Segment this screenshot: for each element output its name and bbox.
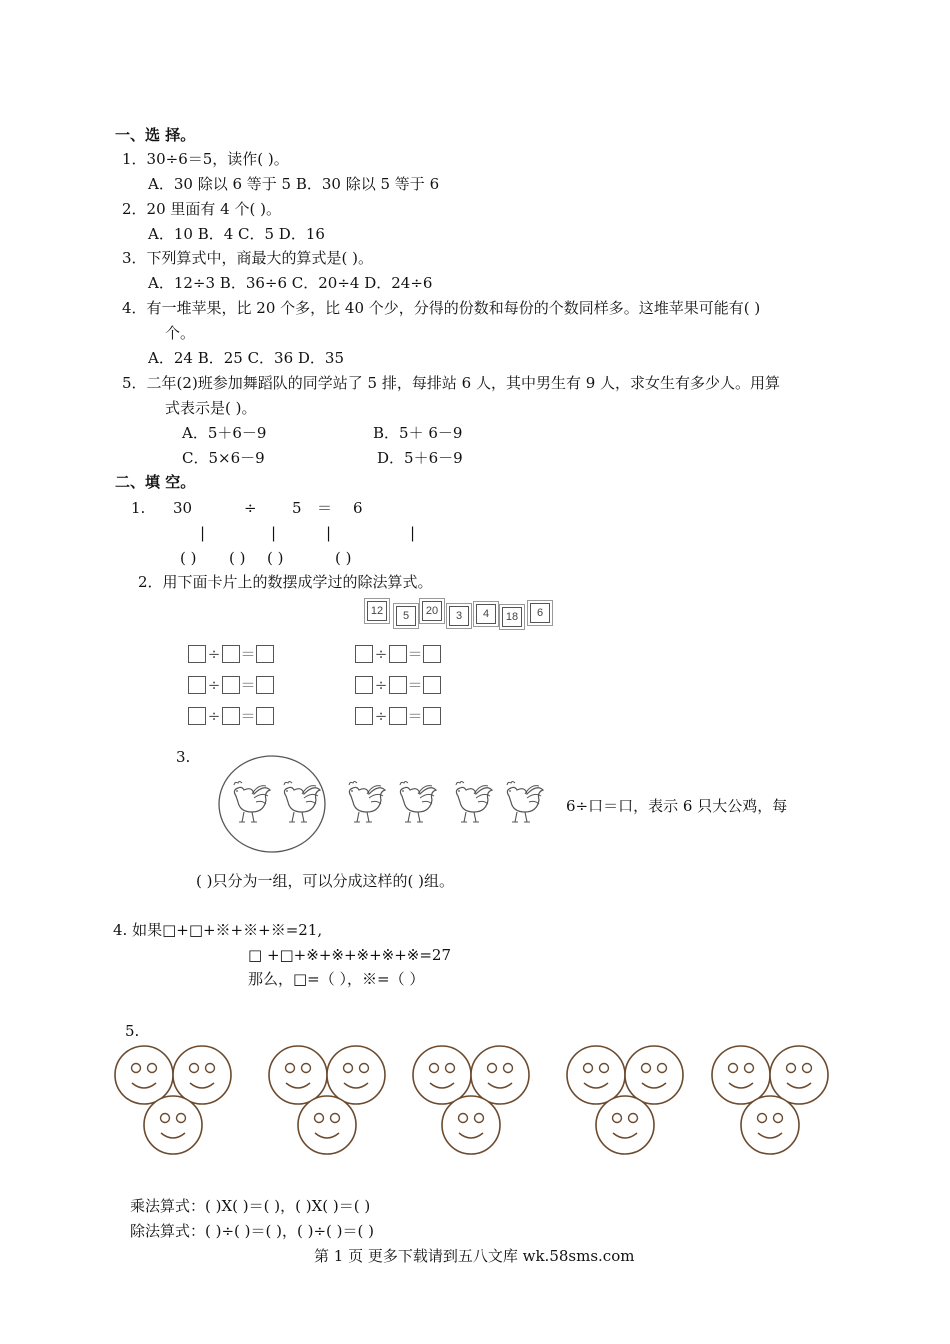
fill-q4-line2: □ +□+※+※+※+※+※=27 xyxy=(248,946,452,964)
fill-q2-stem: 2．用下面卡片上的数摆成学过的除法算式。 xyxy=(138,573,433,591)
division-template: ÷ ＝ xyxy=(355,643,441,663)
q5-option-c: C．5×6－9 xyxy=(182,449,265,467)
division-template: ÷ ＝ xyxy=(188,705,274,725)
fill-q3-text-cont: ( )只分为一组，可以分成这样的( )组。 xyxy=(196,872,454,890)
q5-option-b: B．5＋ 6－9 xyxy=(373,424,463,442)
q4-stem: 4．有一堆苹果，比 20 个多，比 40 个少，分得的份数和每份的个数同样多。这堆苹果可能有( ) xyxy=(122,299,761,317)
section1-title: 一、选 择。 xyxy=(115,126,196,144)
number-card: 3 xyxy=(449,606,469,626)
fill-q1-dividend: 30 xyxy=(173,499,193,517)
smiley-face-group xyxy=(413,1046,529,1154)
fill-q5-multiplication: 乘法算式：( )X( )＝( )，( )X( )＝( ) xyxy=(130,1197,371,1215)
number-card: 5 xyxy=(396,606,416,626)
fill-q1-blank-4: ( ) xyxy=(335,549,352,567)
q5-stem: 5．二年(2)班参加舞蹈队的同学站了 5 排，每排站 6 人，其中男生有 9 人，求女生有多少人。用算 xyxy=(122,374,781,392)
smiley-face-group xyxy=(567,1046,683,1154)
q3-options: A．12÷3 B．36÷6 C．20÷4 D．24÷6 xyxy=(148,274,433,292)
fill-q4-line3: 那么，□=（ ），※=（ ） xyxy=(248,970,425,988)
number-card: 6 xyxy=(530,603,550,623)
q1-stem: 1．30÷6＝5，读作( )。 xyxy=(122,150,289,168)
q2-stem: 2．20 里面有 4 个( )。 xyxy=(122,200,281,218)
q4-stem-cont: 个。 xyxy=(165,324,196,342)
fill-q4-line1: 4. 如果□+□+※+※+※=21, xyxy=(113,921,323,939)
q2-options: A．10 B．4 C．5 D．16 xyxy=(148,225,325,243)
fill-q1-divide-sign: ÷ xyxy=(244,499,257,517)
fill-q3-text: 6÷口＝口，表示 6 只大公鸡，每 xyxy=(566,797,788,815)
number-card: 12 xyxy=(367,601,387,621)
division-template: ÷ ＝ xyxy=(355,674,441,694)
fill-q1-quotient: 6 xyxy=(353,499,363,517)
fill-q1-bar-3: | xyxy=(326,524,332,542)
page-footer: 第 1 页 更多下载请到五八文库 wk.58sms.com xyxy=(314,1247,635,1265)
smiley-face-group xyxy=(712,1046,828,1154)
q4-options: A．24 B．25 C．36 D．35 xyxy=(148,349,345,367)
division-template: ÷ ＝ xyxy=(188,674,274,694)
q1-options: A．30 除以 6 等于 5 B．30 除以 5 等于 6 xyxy=(148,175,440,193)
division-template: ÷ ＝ xyxy=(355,705,441,725)
division-template: ÷ ＝ xyxy=(188,643,274,663)
number-card: 20 xyxy=(422,601,442,621)
q3-stem: 3．下列算式中，商最大的算式是( )。 xyxy=(122,249,374,267)
smiley-face-group xyxy=(269,1046,385,1154)
fill-q5-number: 5. xyxy=(125,1022,140,1040)
number-card: 4 xyxy=(476,604,496,624)
fill-q1-bar-1: | xyxy=(200,524,206,542)
fill-q1-blank-3: ( ) xyxy=(267,549,284,567)
fill-q1-blank-2: ( ) xyxy=(229,549,246,567)
fill-q1-divisor: 5 xyxy=(292,499,302,517)
fill-q1-equals: ＝ xyxy=(317,499,333,517)
fill-q3-number: 3. xyxy=(176,748,191,766)
fill-q1-bar-4: | xyxy=(410,524,416,542)
fill-q1-blank-1: ( ) xyxy=(180,549,197,567)
section2-title: 二、填 空。 xyxy=(115,473,196,491)
number-card: 18 xyxy=(502,607,522,627)
fill-q5-division: 除法算式：( )÷( )＝( )，( )÷( )＝( ) xyxy=(130,1222,374,1240)
q5-option-d: D．5＋6－9 xyxy=(377,449,463,467)
fill-q1-number: 1. xyxy=(131,499,146,517)
q5-stem-cont: 式表示是( )。 xyxy=(165,399,257,417)
fill-q1-bar-2: | xyxy=(271,524,277,542)
q5-option-a: A．5＋6－9 xyxy=(182,424,267,442)
smiley-face-group xyxy=(115,1046,231,1154)
